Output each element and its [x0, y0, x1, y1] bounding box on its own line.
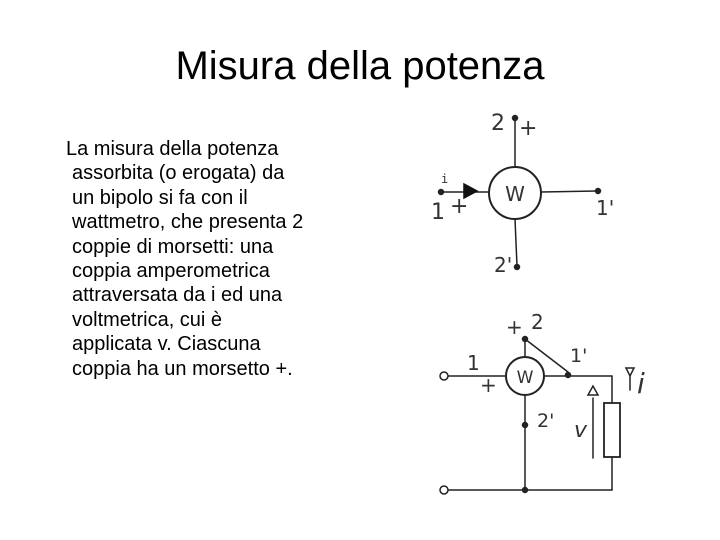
bottom-plus-current: +	[480, 373, 497, 397]
bottom-terminal-1-label: 1	[467, 351, 480, 375]
bottom-terminal-2-label: 2	[531, 310, 544, 334]
body-line: un bipolo si fa con il	[72, 186, 248, 209]
top-terminal-2-label: 2	[491, 111, 505, 136]
body-line: attraversata da i ed una	[72, 284, 283, 307]
bottom-voltage-label: v	[574, 418, 588, 443]
top-wire-terminal-1p	[541, 191, 597, 192]
bottom-node-2	[523, 337, 528, 342]
top-terminal-dot-2	[513, 116, 518, 121]
top-plus-current: +	[450, 194, 469, 219]
top-terminal-2p-label: 2'	[494, 253, 513, 277]
top-terminal-dot-1p	[596, 189, 601, 194]
top-wire-terminal-2p	[515, 219, 517, 266]
top-plus-voltage: +	[519, 116, 538, 141]
top-terminal-dot-1	[439, 190, 444, 195]
bottom-node-return	[523, 488, 528, 493]
bottom-current-label: i	[637, 367, 645, 400]
body-line: applicata v. Ciascuna	[72, 333, 261, 356]
bottom-terminal-return	[440, 486, 448, 494]
bottom-current-arrow-head	[626, 368, 634, 376]
bottom-load-resistor	[604, 403, 620, 457]
bottom-terminal-2p-label: 2'	[537, 410, 555, 432]
body-line: coppia amperometrica	[72, 260, 270, 283]
body-line: La misura della potenza	[66, 138, 279, 160]
top-terminal-1p-label: 1'	[596, 196, 615, 220]
bottom-node-1p	[566, 373, 571, 378]
top-terminal-1-label: 1	[431, 200, 445, 225]
bottom-terminal-in	[440, 372, 448, 380]
slide-title: Misura della potenza	[175, 44, 545, 88]
top-current-label: i	[441, 172, 449, 186]
top-wattmeter-symbol: W	[505, 182, 525, 206]
body-line: assorbita (o erogata) da	[72, 162, 285, 185]
bottom-plus-voltage: +	[506, 315, 523, 339]
body-line: coppia ha un morsetto +.	[72, 357, 293, 380]
top-terminal-dot-2p	[515, 265, 520, 270]
top-diagram-labels	[431, 111, 614, 277]
bottom-voltage-arrow-head	[588, 386, 598, 395]
bottom-terminal-1p-label: 1'	[570, 345, 588, 367]
body-line: voltmetrica, cui è	[72, 308, 223, 331]
bottom-wattmeter-symbol: W	[516, 368, 534, 388]
bottom-node-2p	[523, 423, 528, 428]
body-line: coppie di morsetti: una	[72, 235, 274, 258]
body-line: wattmetro, che presenta 2	[72, 211, 304, 234]
